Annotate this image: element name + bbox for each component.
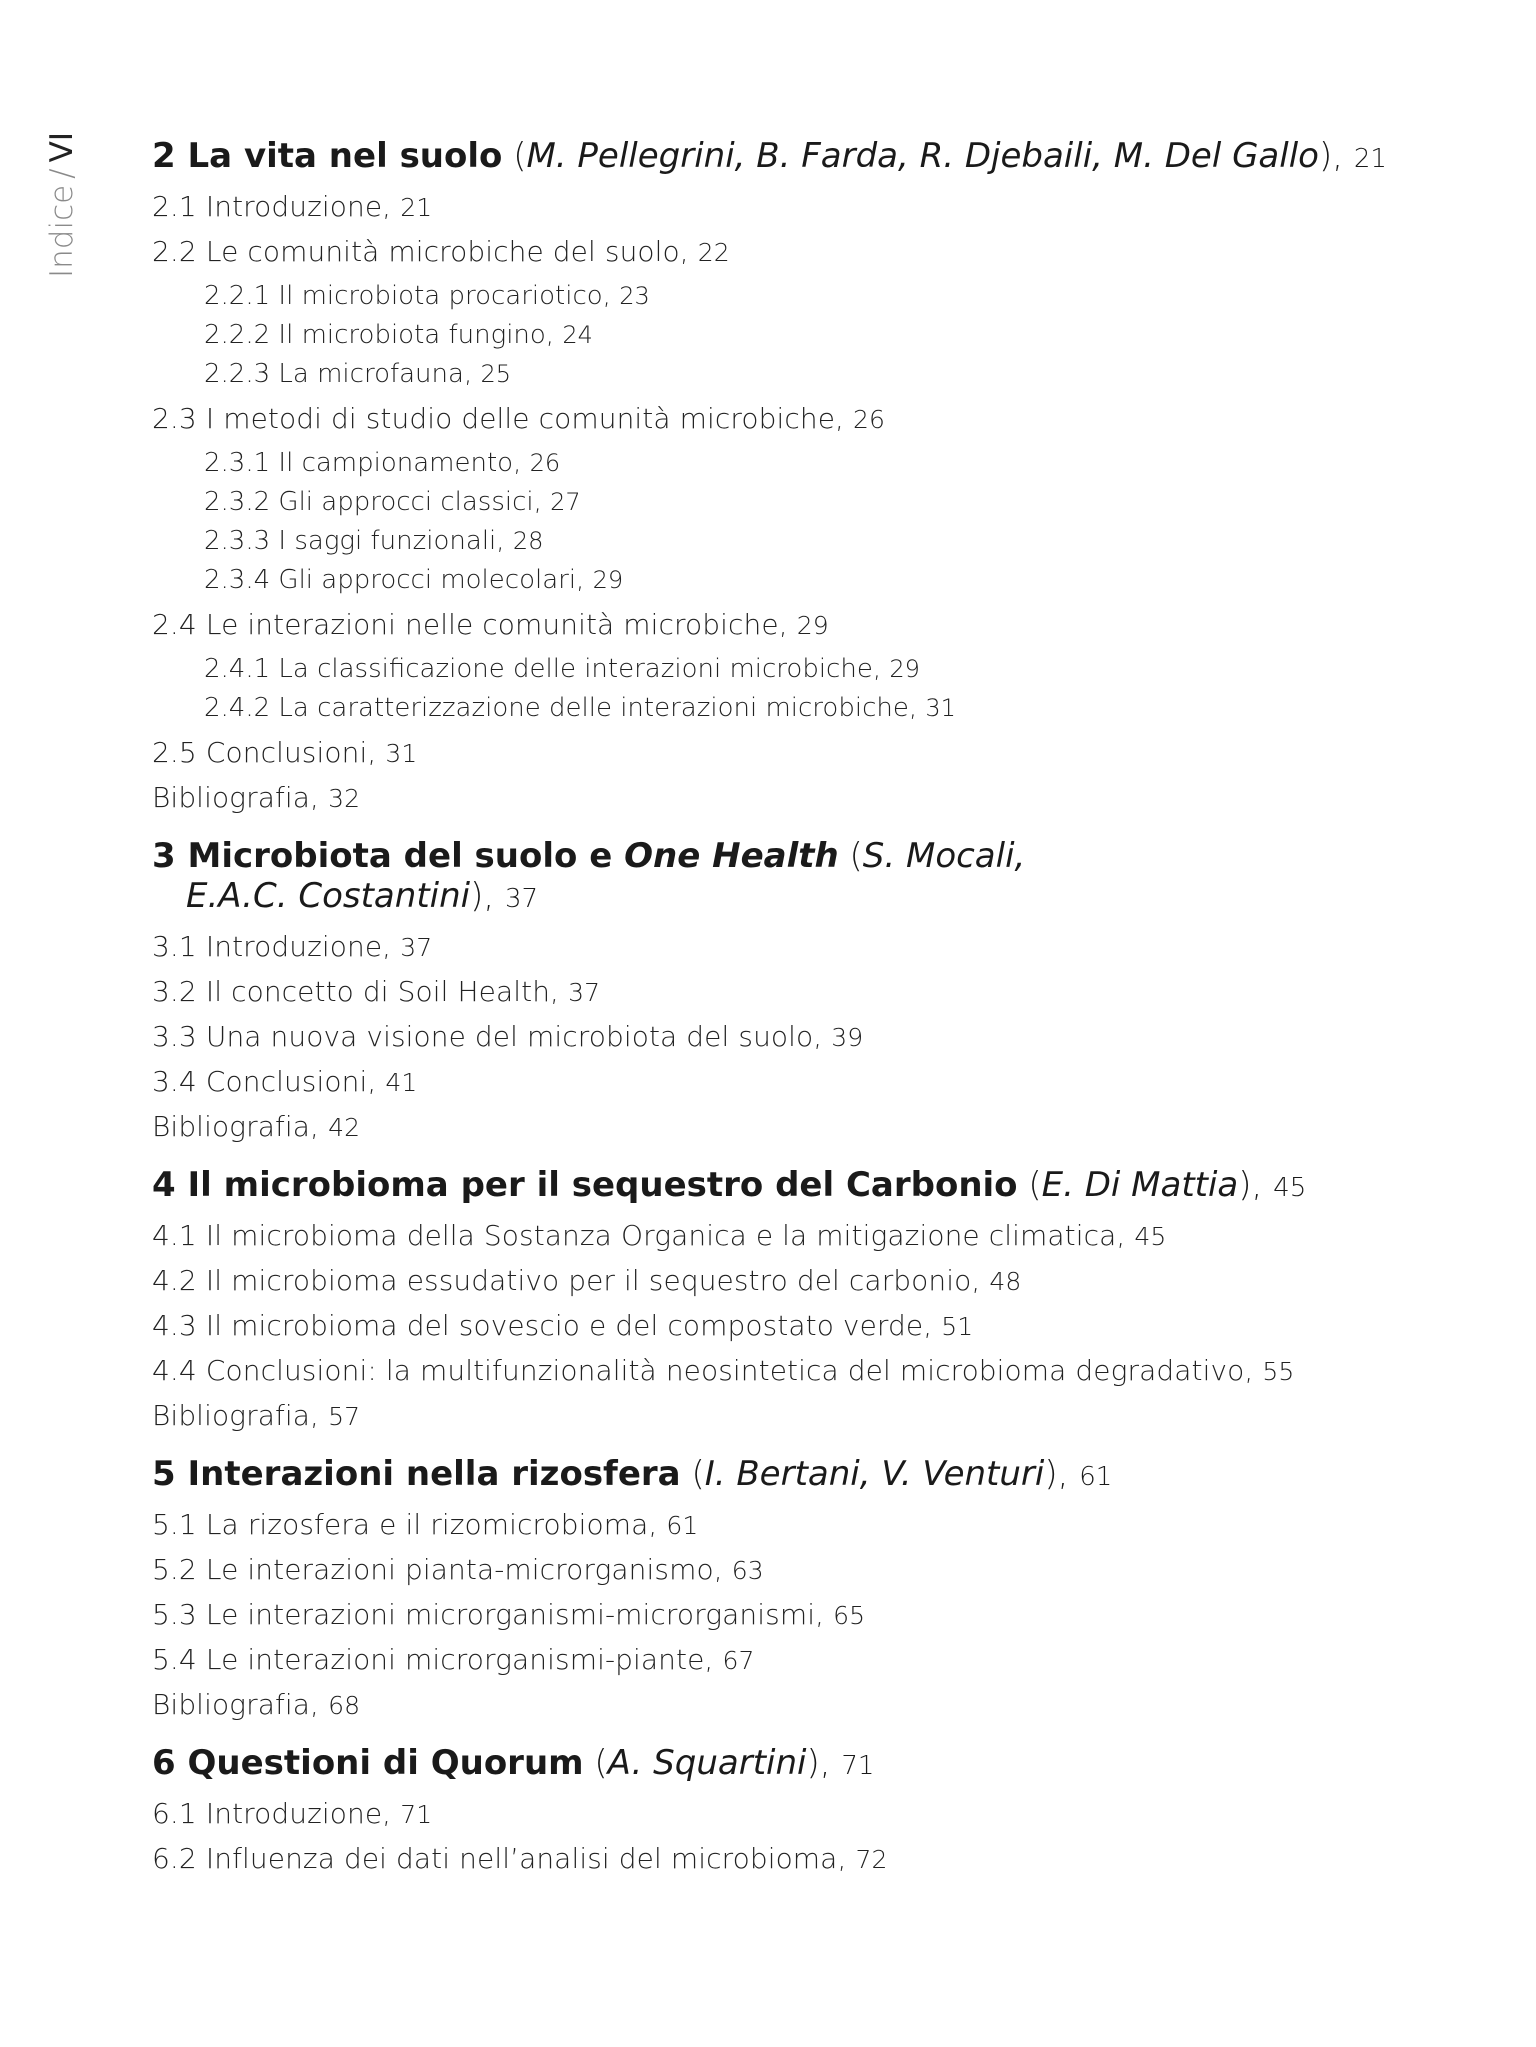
chapter-number: 5 bbox=[152, 1454, 176, 1494]
toc-entry-2-3-1: 2.3.1 Il campionamento, 26 bbox=[204, 448, 561, 478]
chapter-heading: 5 Interazioni nella rizosfera (I. Bertani, V. Venturi), 61 bbox=[152, 1454, 1113, 1494]
toc-entry-5-1: 5.1 La rizosfera e il rizomicrobioma, 61 bbox=[152, 1508, 699, 1541]
toc-entry-2-3-3: 2.3.3 I saggi funzionali, 28 bbox=[204, 526, 544, 556]
toc-entry-2-2-2: 2.2.2 Il microbiota fungino, 24 bbox=[204, 320, 593, 350]
toc-entry-3-4: 3.4 Conclusioni, 41 bbox=[152, 1065, 418, 1098]
chapter-3 bbox=[152, 836, 1452, 1145]
chapter-authors: S. Mocali, bbox=[862, 836, 1026, 876]
toc-entry-2-2: 2.2 Le comunità microbiche del suolo, 22 bbox=[152, 235, 730, 268]
chapter-authors-cont: E.A.C. Costantini bbox=[186, 876, 471, 916]
toc-entry-2-4-1: 2.4.1 La classificazione delle interazioni microbiche, 29 bbox=[204, 654, 920, 684]
toc-entry-5-4: 5.4 Le interazioni microrganismi-piante, 67 bbox=[152, 1643, 755, 1676]
table-of-contents bbox=[152, 136, 1452, 1897]
toc-entry-5-2: 5.2 Le interazioni pianta-microrganismo, 63 bbox=[152, 1553, 764, 1586]
chapter-page: 61 bbox=[1079, 1462, 1113, 1492]
toc-entry-2-3-2: 2.3.2 Gli approcci classici, 27 bbox=[204, 487, 581, 517]
chapter-title: Microbiota del suolo e bbox=[187, 836, 613, 876]
toc-entry-2-2-1: 2.2.1 Il microbiota procariotico, 23 bbox=[204, 281, 650, 311]
chapter-page: 21 bbox=[1353, 144, 1387, 174]
toc-entry-bibliography: Bibliografia, 57 bbox=[152, 1399, 361, 1432]
chapter-5 bbox=[152, 1454, 1452, 1723]
toc-entry-2-5: 2.5 Conclusioni, 31 bbox=[152, 736, 418, 769]
toc-entry-6-1: 6.1 Introduzione, 71 bbox=[152, 1797, 433, 1830]
chapter-authors: A. Squartini bbox=[607, 1743, 807, 1783]
chapter-title: Questioni di Quorum bbox=[187, 1743, 584, 1783]
chapter-6 bbox=[152, 1743, 1452, 1877]
chapter-number: 4 bbox=[152, 1165, 176, 1205]
toc-entry-2-3-4: 2.3.4 Gli approcci molecolari, 29 bbox=[204, 565, 624, 595]
toc-entry-bibliography: Bibliografia, 68 bbox=[152, 1688, 361, 1721]
running-head-section: Indice bbox=[44, 184, 80, 279]
toc-entry-2-4: 2.4 Le interazioni nelle comunità microbiche, 29 bbox=[152, 608, 829, 641]
toc-entry-4-3: 4.3 Il microbioma del sovescio e del compostato verde, 51 bbox=[152, 1309, 974, 1342]
chapter-title: Il microbioma per il sequestro del Carbonio bbox=[187, 1165, 1018, 1205]
chapter-title-italic: One Health bbox=[624, 836, 839, 876]
toc-entry-4-1: 4.1 Il microbioma della Sostanza Organica e la mitigazione climatica, 45 bbox=[152, 1219, 1167, 1252]
chapter-4 bbox=[152, 1165, 1452, 1434]
toc-entry-2-4-2: 2.4.2 La caratterizzazione delle interazioni microbiche, 31 bbox=[204, 693, 956, 723]
toc-entry-2-3: 2.3 I metodi di studio delle comunità microbiche, 26 bbox=[152, 402, 886, 435]
chapter-title: Interazioni nella rizosfera bbox=[187, 1454, 681, 1494]
chapter-authors: M. Pellegrini, B. Farda, R. Djebaili, M. Del Gallo bbox=[526, 136, 1319, 176]
toc-entry-3-2: 3.2 Il concetto di Soil Health, 37 bbox=[152, 975, 601, 1008]
running-head-separator: / bbox=[44, 168, 80, 179]
chapter-heading: 2 La vita nel suolo (M. Pellegrini, B. Farda, R. Djebaili, M. Del Gallo), 21 bbox=[152, 136, 1387, 176]
toc-entry-bibliography: Bibliografia, 32 bbox=[152, 781, 361, 814]
toc-entry-4-2: 4.2 Il microbioma essudativo per il sequestro del carbonio, 48 bbox=[152, 1264, 1022, 1297]
toc-entry-6-2: 6.2 Influenza dei dati nell’analisi del microbioma, 72 bbox=[152, 1842, 888, 1875]
chapter-title: La vita nel suolo bbox=[187, 136, 503, 176]
toc-entry-3-3: 3.3 Una nuova visione del microbiota del suolo, 39 bbox=[152, 1020, 864, 1053]
running-head-page-number: VI bbox=[44, 132, 80, 163]
toc-entry-2-2-3: 2.2.3 La microfauna, 25 bbox=[204, 359, 512, 389]
toc-entry-bibliography: Bibliografia, 42 bbox=[152, 1110, 361, 1143]
chapter-heading: 3 Microbiota del suolo e One Health (S. Mocali, E.A.C. Costantini), 37 bbox=[152, 836, 1026, 916]
chapter-page: 45 bbox=[1273, 1173, 1307, 1203]
toc-entry-5-3: 5.3 Le interazioni microrganismi-microrganismi, 65 bbox=[152, 1598, 866, 1631]
chapter-number: 2 bbox=[152, 136, 176, 176]
chapter-heading: 4 Il microbioma per il sequestro del Carbonio (E. Di Mattia), 45 bbox=[152, 1165, 1307, 1205]
chapter-page: 71 bbox=[841, 1751, 875, 1781]
toc-entry-2-1: 2.1 Introduzione, 21 bbox=[152, 190, 433, 223]
toc-entry-3-1: 3.1 Introduzione, 37 bbox=[152, 930, 433, 963]
chapter-heading: 6 Questioni di Quorum (A. Squartini), 71 bbox=[152, 1743, 875, 1783]
chapter-number: 3 bbox=[152, 836, 176, 876]
chapter-page: 37 bbox=[504, 884, 539, 914]
chapter-authors: E. Di Mattia bbox=[1041, 1165, 1239, 1205]
running-head bbox=[44, 132, 84, 422]
chapter-2 bbox=[152, 136, 1452, 816]
toc-entry-4-4: 4.4 Conclusioni: la multifunzionalità neosintetica del microbioma degradativo, 55 bbox=[152, 1354, 1295, 1387]
chapter-authors: I. Bertani, V. Venturi bbox=[704, 1454, 1045, 1494]
chapter-number: 6 bbox=[152, 1743, 176, 1783]
